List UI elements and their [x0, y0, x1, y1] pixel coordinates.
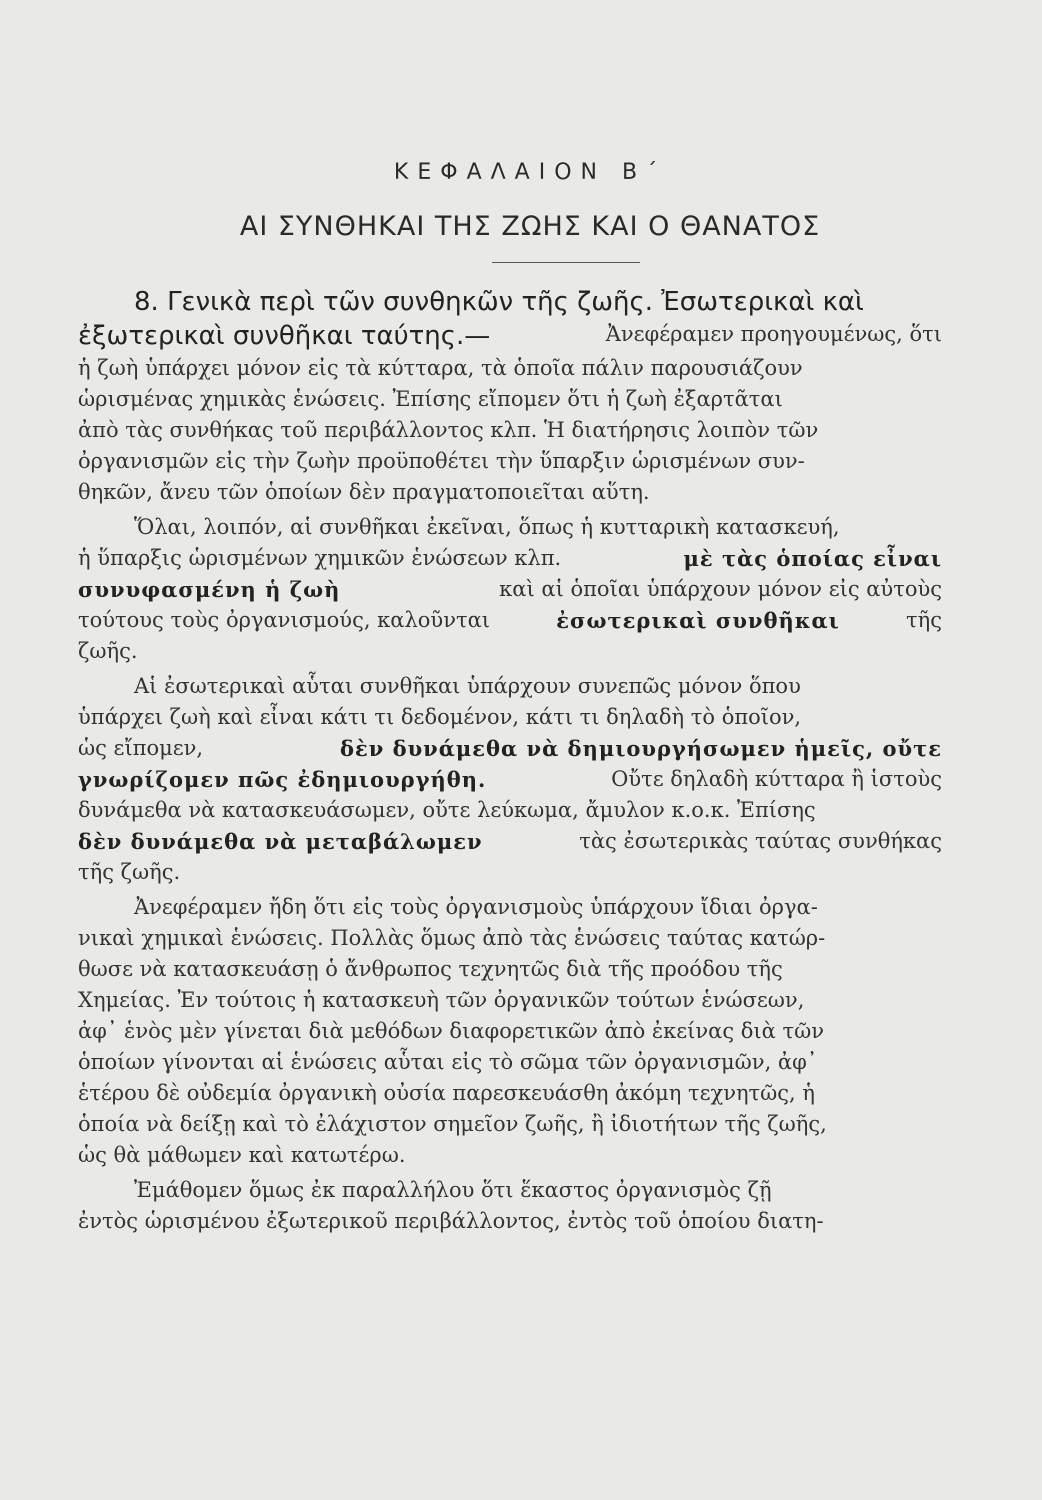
bold-phrase: γνωρίζομεν πῶς ἐδημιουργήθη. [78, 767, 487, 792]
chapter-title: ΑΙ ΣΥΝΘΗΚΑΙ ΤΗΣ ΖΩΗΣ ΚΑΙ Ο ΘΑΝΑΤΟΣ [239, 211, 821, 242]
text-line [78, 1140, 942, 1171]
text-segment: ὁποία νὰ δείξῃ καὶ τὸ ἐλάχιστον σημεῖον ζωῆς, ἢ ἰδιοτήτων τῆς ζωῆς, [78, 1112, 827, 1136]
text-line [78, 319, 942, 353]
text-line [78, 285, 942, 319]
text-segment: ὡρισμένας χημικὰς ἑνώσεις. Ἐπίσης εἴπομεν ὅτι ἡ ζωὴ ἐξαρτᾶται [78, 387, 783, 411]
text-segment: ζωῆς. [78, 639, 138, 663]
text-segment: θωσε νὰ κατασκευάσῃ ὁ ἄνθρωπος τεχνητῶς διὰ τῆς προόδου τῆς [78, 957, 783, 981]
text-segment: τὰς ἐσωτερικὰς ταύτας συνθήκας [572, 829, 942, 853]
text-segment: τῆς ζωῆς. [78, 860, 181, 884]
text-line [78, 954, 942, 985]
text-segment: Ἀνεφέραμεν ἤδη ὅτι εἰς τοὺς ὀργανισμοὺς ὑπάρχουν ἴδιαι ὀργα- [134, 895, 818, 919]
text-segment: νικαὶ χημικαὶ ἑνώσεις. Πολλὰς ὅμως ἀπὸ τὰς ἑνώσεις ταύτας κατώρ- [78, 926, 826, 950]
text-line [78, 605, 942, 636]
text-segment: ἑτέρου δὲ οὐδεμία ὀργανικὴ οὐσία παρεσκευάσθη ἀκόμη τεχνητῶς, ἡ [78, 1081, 815, 1105]
text-line [78, 1175, 942, 1206]
text-line [78, 826, 942, 857]
text-line [78, 1206, 942, 1237]
bold-phrase: συνυφασμένη ἡ ζωὴ [78, 577, 341, 602]
text-segment: ὡς εἴπομεν, [78, 736, 210, 760]
text-line [78, 1109, 942, 1140]
text-segment: τούτους τοὺς ὀργανισμούς, καλοῦνται [78, 608, 497, 632]
text-segment: ἀφ᾽ ἑνὸς μὲν γίνεται διὰ μεθόδων διαφορετικῶν ἀπὸ ἐκείνας διὰ τῶν [78, 1019, 825, 1043]
text-segment: Ἐμάθομεν ὅμως ἐκ παραλλήλου ὅτι ἕκαστος ὀργανισμὸς ζῇ [134, 1178, 772, 1202]
bold-phrase: δὲν δυνάμεθα νὰ μεταβάλωμεν [78, 829, 483, 854]
bold-phrase: μὲ τὰς ὁποίας εἶναι [683, 546, 942, 571]
text-segment: ἡ ζωὴ ὑπάρχει μόνον εἰς τὰ κύτταρα, τὰ ὁποῖα πάλιν παρουσιάζουν [78, 356, 803, 380]
text-line [78, 477, 942, 508]
text-segment: καὶ αἱ ὁποῖαι ὑπάρχουν μόνον εἰς αὐτοὺς [492, 577, 942, 601]
text-segment: Ὅλαι, λοιπόν, αἱ συνθῆκαι ἐκεῖναι, ὅπως ἡ κυτταρικὴ κατασκευή, [134, 515, 840, 539]
text-segment: τῆς [899, 608, 942, 632]
text-line [78, 985, 942, 1016]
bold-phrase: δὲν δυνάμεθα νὰ δημιουργήσωμεν ἡμεῖς, οὔτε [339, 736, 942, 761]
text-line [78, 923, 942, 954]
text-segment: ὀργανισμῶν εἰς τὴν ζωὴν προϋποθέτει τὴν ὕπαρξιν ὡρισμένων συν- [78, 449, 805, 473]
text-segment: Αἱ ἐσωτερικαὶ αὗται συνθῆκαι ὑπάρχουν συνεπῶς μόνον ὅπου [134, 674, 801, 698]
text-line [78, 1078, 942, 1109]
text-segment: ἡ ὕπαρξις ὡρισμένων χημικῶν ἑνώσεων κλπ. [78, 546, 568, 570]
text-segment: ὑπάρχει ζωὴ καὶ εἶναι κάτι τι δεδομένον, κάτι τι δηλαδὴ τὸ ὁποῖον, [78, 705, 802, 729]
text-line [78, 671, 942, 702]
text-line [78, 795, 942, 826]
text-line [78, 543, 942, 574]
text-line [78, 1016, 942, 1047]
text-segment: Ἀνεφέραμεν προηγουμένως, ὅτι [605, 322, 942, 346]
text-line [78, 1047, 942, 1078]
text-segment: Χημείας. Ἐν τούτοις ἡ κατασκευὴ τῶν ὀργανικῶν τούτων ἑνώσεων, [78, 988, 805, 1012]
text-line [78, 733, 942, 764]
bold-phrase: ἐσωτερικαὶ συνθῆκαι [556, 608, 840, 633]
text-line [78, 857, 942, 888]
title-divider [492, 262, 640, 263]
text-line [78, 702, 942, 733]
text-line [78, 892, 942, 923]
text-line [78, 353, 942, 384]
text-line [78, 415, 942, 446]
text-segment: δυνάμεθα νὰ κατασκευάσωμεν, οὔτε λεύκωμα, ἄμυλον κ.ο.κ. Ἐπίσης [78, 798, 816, 822]
text-line [78, 636, 942, 667]
text-line [78, 384, 942, 415]
text-line [78, 446, 942, 477]
text-line [78, 512, 942, 543]
text-line [78, 574, 942, 605]
section-heading: ἐξωτερικαὶ συνθῆκαι ταύτης.— [78, 321, 499, 351]
text-segment: Οὔτε δηλαδὴ κύτταρα ἢ ἱστοὺς [604, 767, 942, 791]
text-segment: ὁποίων γίνονται αἱ ἑνώσεις αὗται εἰς τὸ σῶμα τῶν ὀργανισμῶν, ἀφ᾽ [78, 1050, 818, 1074]
text-segment: ἐντὸς ὡρισμένου ἐξωτερικοῦ περιβάλλοντος, ἐντὸς τοῦ ὁποίου διατη- [78, 1209, 824, 1233]
text-line [78, 764, 942, 795]
text-segment: θηκῶν, ἄνευ τῶν ὁποίων δὲν πραγματοποιεῖται αὕτη. [78, 480, 650, 504]
chapter-heading: ΚΕΦΑΛΑΙΟΝ Β΄ [393, 160, 667, 185]
text-segment: ὡς θὰ μάθωμεν καὶ κατωτέρω. [78, 1143, 406, 1167]
text-segment: ἀπὸ τὰς συνθήκας τοῦ περιβάλλοντος κλπ. Ἡ διατήρησις λοιπὸν τῶν [78, 418, 819, 442]
body-text [78, 285, 942, 1237]
section-heading: 8. Γενικὰ περὶ τῶν συνθηκῶν τῆς ζωῆς. Ἐσωτερικαὶ καὶ [134, 287, 864, 317]
